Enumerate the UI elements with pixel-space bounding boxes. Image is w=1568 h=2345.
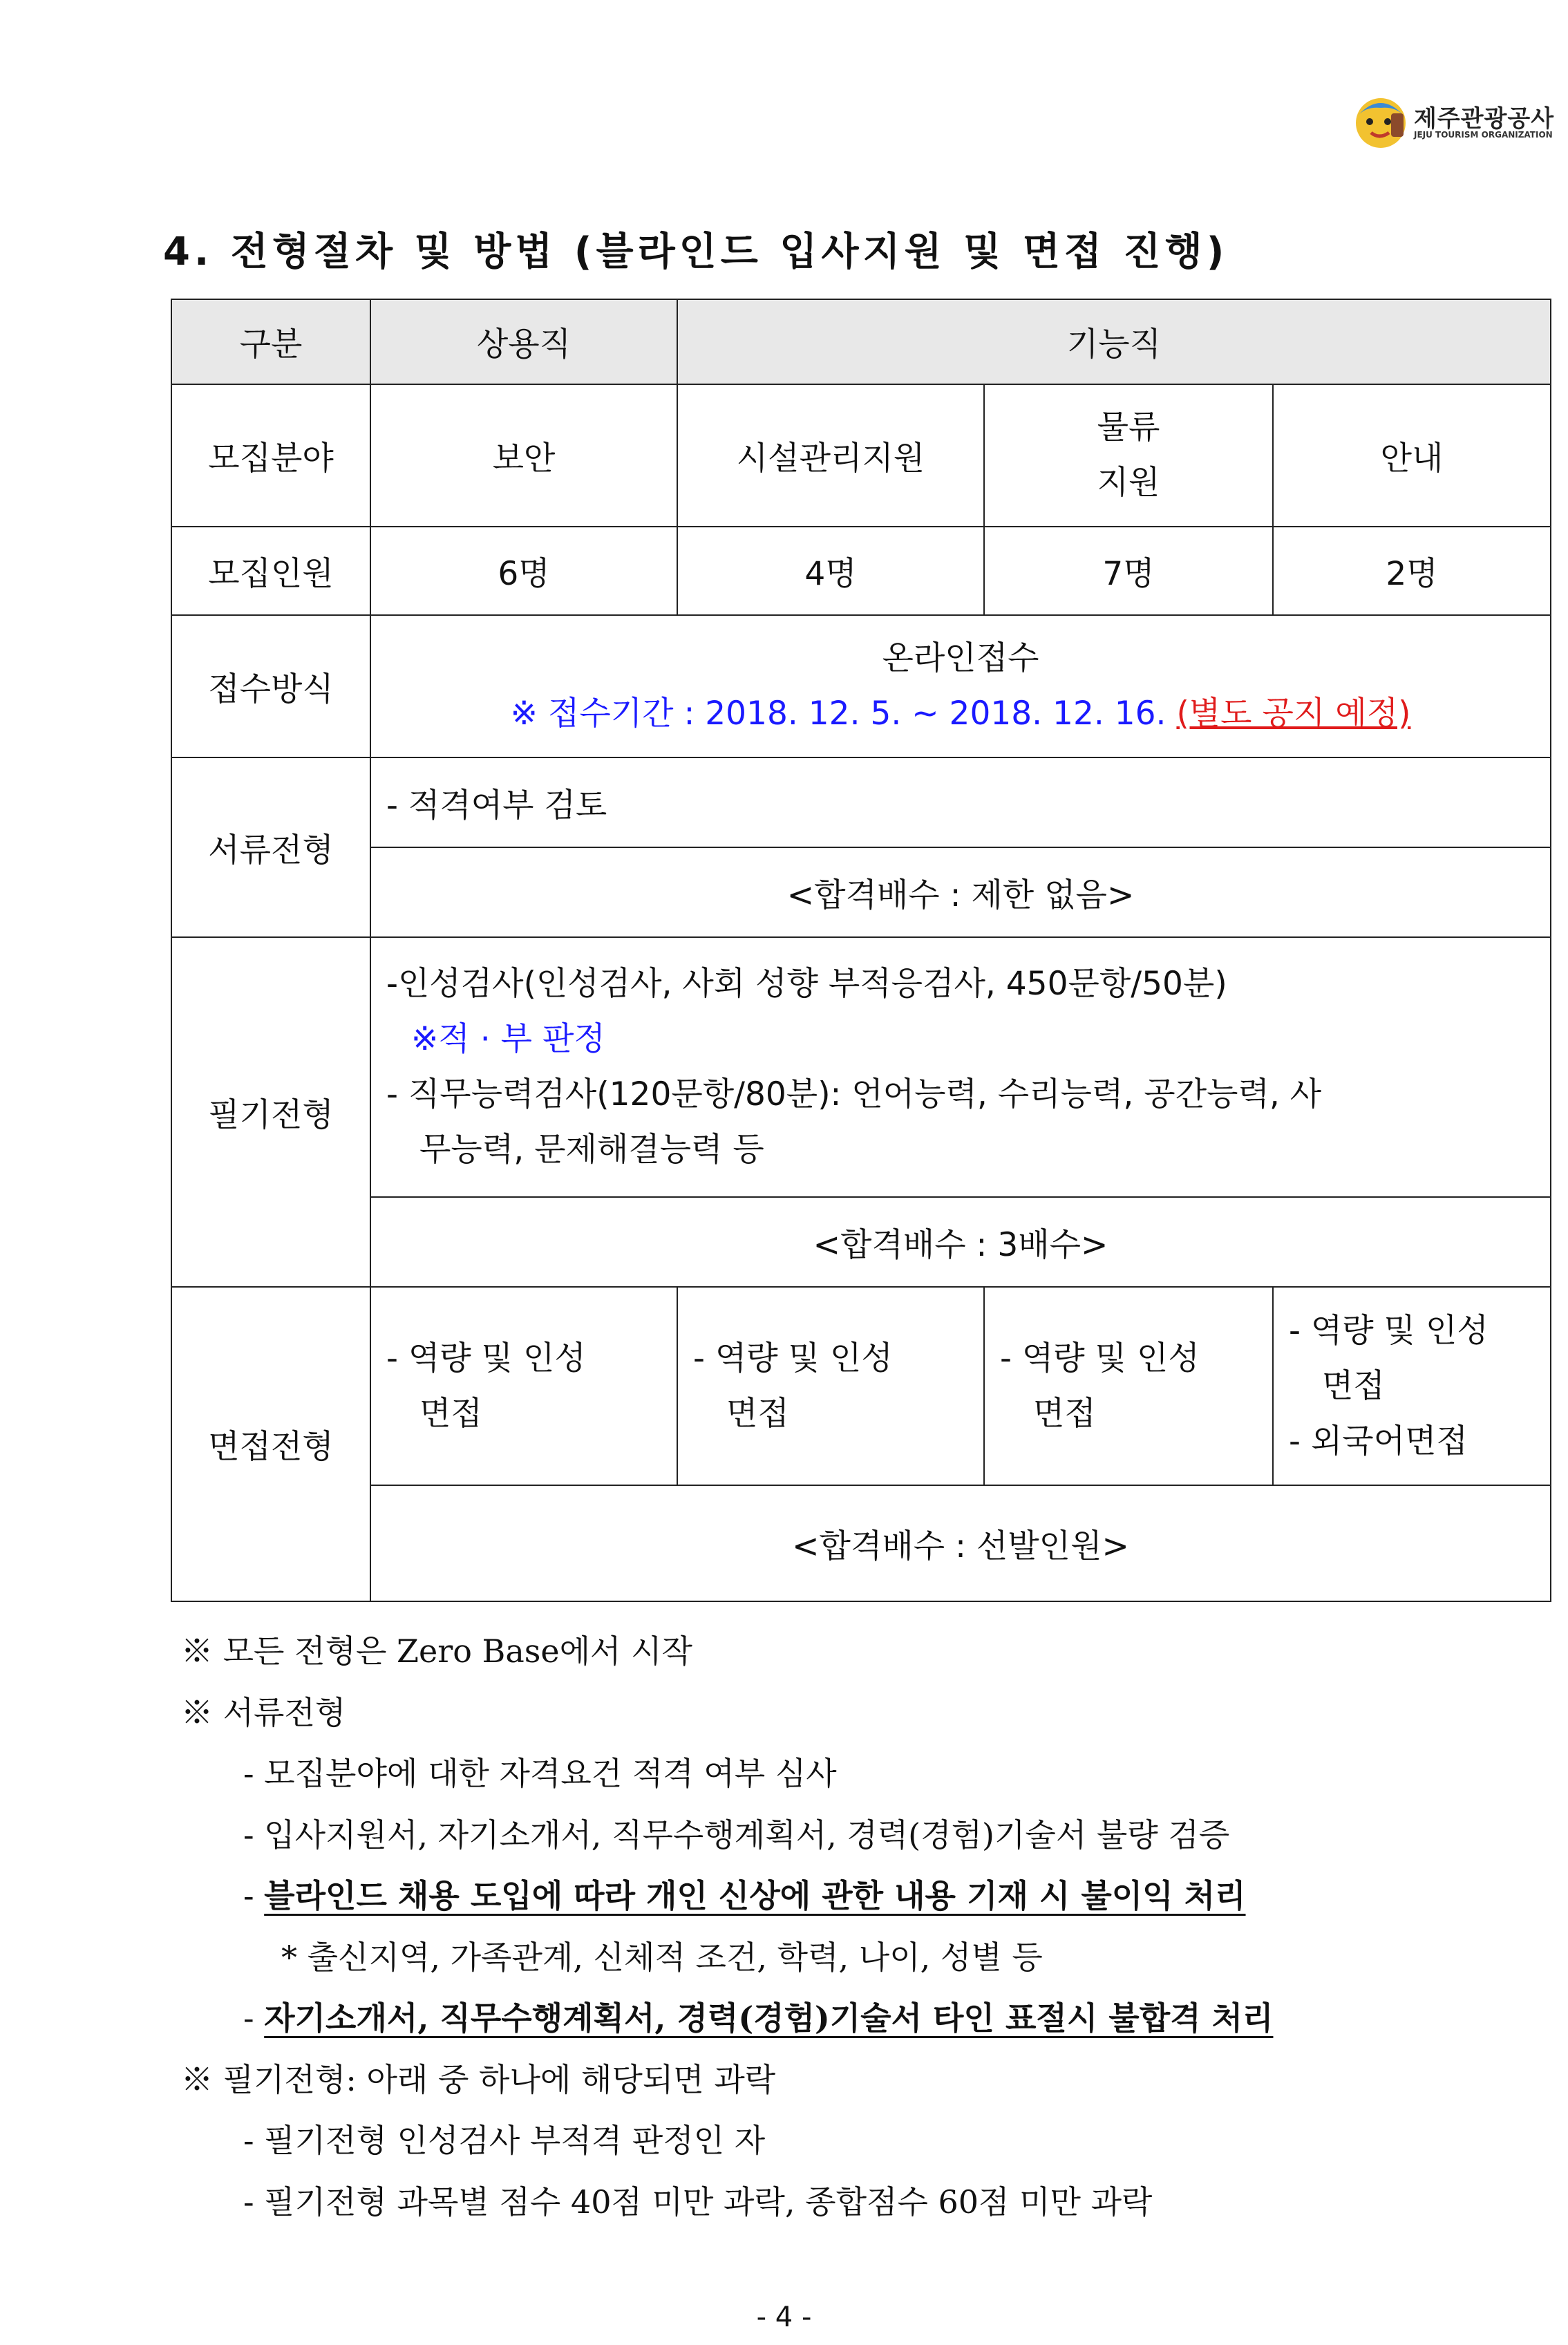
doc-ratio: <합격배수 : 제한 없음> [370, 847, 1551, 937]
row-label: 모집분야 [171, 384, 370, 527]
interview-line: - 역량 및 인성 [386, 1339, 586, 1377]
notes-section [181, 1621, 1536, 2232]
row-interview [171, 1287, 1551, 1485]
company-logo [1353, 91, 1555, 153]
note-emphasis: 블라인드 채용 도입에 따라 개인 신상에 관한 내용 기재 시 불이익 처리 [264, 1877, 1246, 1914]
interview-ratio: <합격배수 : 선발인원> [370, 1485, 1551, 1601]
written-line: 무능력, 문제해결능력 등 [419, 1131, 764, 1169]
note-line: - 입사지원서, 자기소개서, 직무수행계획서, 경력(경험)기술서 불량 검증 [243, 1816, 1230, 1854]
logo-face-icon [1353, 94, 1408, 149]
row-count [171, 527, 1551, 615]
note-line: * 출신지역, 가족관계, 신체적 조건, 학력, 나이, 성별 등 [281, 1938, 1043, 1976]
written-line: - 직무능력검사(120문항/80분): 언어능력, 수리능력, 공간능력, 사 [386, 1075, 1322, 1113]
doc-item: - 적격여부 검토 [370, 757, 1551, 847]
note-line: - 필기전형 과목별 점수 40점 미만 과락, 종합점수 60점 미만 과락 [243, 2183, 1153, 2221]
row-interview-ratio [171, 1485, 1551, 1601]
header-regular: 상용직 [370, 299, 677, 384]
field-line: 지원 [1097, 464, 1160, 502]
note-line: ※ 모든 전형은 Zero Base에서 시작 [181, 1632, 692, 1670]
row-apply [171, 615, 1551, 757]
note-dash: - [243, 1999, 265, 2037]
header-technical: 기능직 [677, 299, 1551, 384]
written-line: ※적 · 부 판정 [411, 1020, 605, 1058]
apply-cell [370, 615, 1551, 757]
interview-line: - 역량 및 인성 [1289, 1311, 1489, 1350]
row-label: 면접전형 [171, 1287, 370, 1601]
interview-cell [677, 1287, 984, 1485]
apply-method: 온라인접수 [882, 639, 1039, 677]
note-line: ※ 필기전형: 아래 중 하나에 해당되면 과락 [181, 2060, 776, 2098]
row-written-ratio [171, 1197, 1551, 1287]
row-doc-ratio [171, 847, 1551, 937]
interview-cell [1273, 1287, 1551, 1485]
written-ratio: <합격배수 : 3배수> [370, 1197, 1551, 1287]
row-field [171, 384, 1551, 527]
note-line [181, 1988, 1536, 2049]
header-category: 구분 [171, 299, 370, 384]
note-line: ※ 서류전형 [181, 1693, 346, 1731]
apply-period-line [371, 686, 1550, 742]
field-cell: 시설관리지원 [677, 384, 984, 527]
row-label: 서류전형 [171, 757, 370, 937]
interview-line: 면접 [1322, 1366, 1385, 1405]
row-label: 접수방식 [171, 615, 370, 757]
interview-cell [984, 1287, 1273, 1485]
row-label: 모집인원 [171, 527, 370, 615]
interview-line: 면접 [419, 1394, 482, 1433]
interview-line: 면접 [726, 1394, 789, 1433]
interview-line: - 역량 및 인성 [1000, 1339, 1200, 1377]
count-cell: 4명 [677, 527, 984, 615]
apply-period: ※ 접수기간 : 2018. 12. 5. ~ 2018. 12. 16. [510, 695, 1166, 733]
section-heading: 4. 전형절차 및 방법 (블라인드 입사지원 및 면접 진행) [163, 229, 1229, 274]
note-dash: - [243, 1877, 265, 1914]
written-cell [370, 937, 1551, 1197]
row-doc [171, 757, 1551, 847]
interview-line: - 역량 및 인성 [693, 1339, 893, 1377]
count-cell: 6명 [370, 527, 677, 615]
row-label: 필기전형 [171, 937, 370, 1287]
row-written [171, 937, 1551, 1197]
field-cell [984, 384, 1273, 527]
note-emphasis: 자기소개서, 직무수행계획서, 경력(경험)기술서 타인 표절시 불합격 처리 [264, 1999, 1274, 2037]
count-cell: 7명 [984, 527, 1273, 615]
logo-name: 제주관광공사 [1414, 105, 1555, 133]
interview-line: - 외국어면접 [1289, 1422, 1468, 1460]
field-cell: 보안 [370, 384, 677, 527]
note-line: - 모집분야에 대한 자격요건 적격 여부 심사 [243, 1755, 837, 1792]
table-header-row [171, 299, 1551, 384]
note-line [181, 1865, 1536, 1927]
page-number: - 4 - [756, 2301, 812, 2333]
field-line: 물류 [1097, 408, 1160, 446]
written-line: -인성검사(인성검사, 사회 성향 부적응검사, 450문항/50분) [386, 965, 1227, 1003]
apply-note: (별도 공지 예정) [1176, 695, 1411, 733]
interview-line: 면접 [1033, 1394, 1096, 1433]
field-cell: 안내 [1273, 384, 1551, 527]
note-line: - 필기전형 인성검사 부적격 판정인 자 [243, 2122, 766, 2159]
logo-subtitle: JEJU TOURISM ORGANIZATION [1414, 130, 1553, 140]
count-cell: 2명 [1273, 527, 1551, 615]
interview-cell [370, 1287, 677, 1485]
selection-process-table [171, 299, 1551, 1602]
